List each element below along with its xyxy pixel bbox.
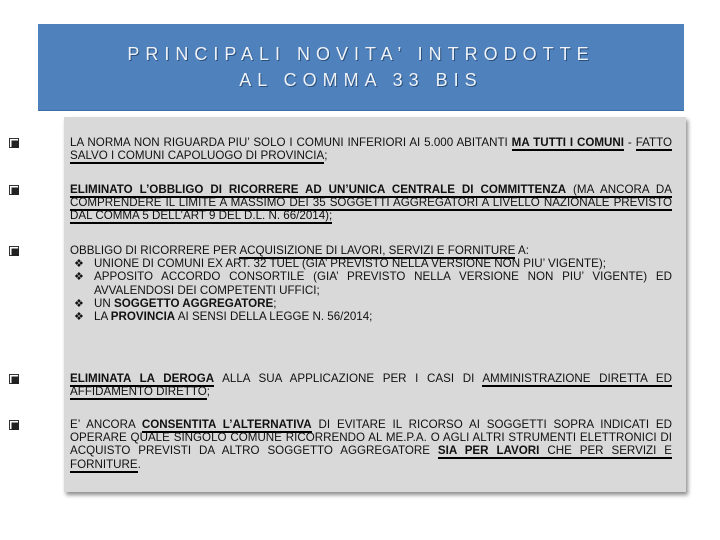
b5-text-f: . bbox=[137, 457, 141, 471]
sub-text-2: APPOSITO ACCORDO CONSORTILE (GIA’ PREVISTO NELLA VERSIONE NON PIU’ VIGENTE) ED AVVALENDOSI DEI COMPETENTI UFFICI; bbox=[94, 270, 672, 297]
b4-text-d: ; bbox=[206, 385, 211, 399]
sub-text-3c: ; bbox=[273, 296, 277, 310]
b5-text-b: CONSENTITA L’ALTERNATIVA bbox=[141, 418, 312, 431]
sub-item-3 bbox=[74, 296, 672, 310]
bullet-item-5 bbox=[64, 418, 686, 471]
bullet-item-2 bbox=[64, 183, 686, 223]
bullet-item-4 bbox=[64, 372, 686, 398]
square-bullet-icon bbox=[9, 374, 20, 385]
diamond-bullet-icon: ❖ bbox=[74, 311, 84, 324]
b3-text-c: A: bbox=[515, 244, 529, 257]
content-panel bbox=[64, 117, 686, 492]
sub-text-4a: LA bbox=[94, 310, 111, 324]
b1-text-b: MA bbox=[511, 136, 534, 149]
title-line-2: AL COMMA 33 BIS bbox=[239, 70, 483, 90]
b5-text-c: DI EVITARE IL RICORSO AI SOGGETTI SOPRA INDICATI ED OPERARE QUALE SINGOLO COMUNE RICORRENDO AL ME.P.A. O AGLI ALTRI STRUMENTI ELETTRONICI DI ACQUISTO PREVISTI DA ALTRO SOGGETTO AGGREGATORE bbox=[70, 418, 672, 458]
sub-text-3b: SOGGETTO AGGREGATORE bbox=[113, 296, 274, 310]
bullet-item-3 bbox=[64, 244, 686, 323]
b1-text-c: TUTTI I COMUNI bbox=[533, 136, 625, 149]
sub-text-4b: PROVINCIA bbox=[110, 310, 176, 324]
bullet-text-2 bbox=[70, 183, 672, 223]
sub-item-2 bbox=[74, 270, 672, 297]
sub-item-1 bbox=[74, 257, 672, 271]
b3-text-a: OBBLIGO DI RICORRERE PER bbox=[70, 244, 240, 257]
diamond-bullet-icon: ❖ bbox=[74, 271, 84, 284]
b1-text-e: FATTO SALVO I COMUNI CAPOLUOGO DI PROVINCIA bbox=[70, 136, 672, 163]
b5-text-d: SIA PER LAVORI bbox=[437, 444, 540, 458]
bullet-text-1 bbox=[70, 136, 672, 162]
b1-text-a: LA NORMA NON RIGUARDA PIU’ SOLO I COMUNI INFERIORI AI 5.000 ABITANTI bbox=[70, 136, 512, 149]
bullet-text-5 bbox=[70, 418, 672, 471]
sub-text-4c: AI SENSI DELLA LEGGE N. 56/2014; bbox=[175, 310, 373, 324]
b4-text-b: ALLA SUA APPLICAZIONE PER I CASI DI bbox=[214, 372, 483, 385]
b1-text-d: - bbox=[624, 136, 636, 149]
sub-text-3a: UN bbox=[94, 296, 114, 310]
square-bullet-icon bbox=[9, 246, 20, 257]
b5-text-a: E’ ANCORA bbox=[70, 418, 142, 431]
b4-text-a: ELIMINATA LA DEROGA bbox=[70, 372, 215, 385]
b1-text-f: ; bbox=[324, 149, 328, 163]
diamond-bullet-icon: ❖ bbox=[74, 297, 84, 310]
b3-text-b: ACQUISIZIONE DI LAVORI, SERVIZI E FORNITURE bbox=[239, 244, 516, 257]
b2-text-b: (MA ANCORA DA COMPRENDERE IL LIMITE A MASSIMO DEI 35 SOGGETTI AGGREGATORI A LIVELLO NAZIONALE PREVISTO DAL COMMA 5 DELL’ART 9 DEL D.L. N. 66/2014); bbox=[70, 183, 672, 223]
bullet-text-4 bbox=[70, 372, 672, 398]
b5-text-e: CHE PER SERVIZI E FORNITURE bbox=[70, 444, 672, 471]
bullet-text-3 bbox=[70, 244, 672, 257]
sub-text-1: UNIONE DI COMUNI EX ART. 32 TUEL (GIA’ PREVISTO NELLA VERSIONE NON PIU’ VIGENTE); bbox=[94, 257, 606, 271]
title-line-1: PRINCIPALI NOVITA’ INTRODOTTE bbox=[127, 44, 595, 64]
square-bullet-icon bbox=[9, 138, 20, 149]
square-bullet-icon bbox=[9, 185, 20, 196]
b4-text-c: AMMINISTRAZIONE DIRETTA ED AFFIDAMENTO DIRETTO bbox=[70, 372, 672, 399]
b2-text-a: ELIMINATO L’OBBLIGO DI RICORRERE AD UN’UNICA CENTRALE DI COMMITTENZA bbox=[70, 183, 567, 196]
square-bullet-icon bbox=[9, 420, 20, 431]
title-banner bbox=[38, 24, 684, 111]
diamond-bullet-icon: ❖ bbox=[74, 258, 84, 271]
sub-item-4 bbox=[74, 310, 672, 324]
bullet-item-1 bbox=[64, 136, 686, 162]
